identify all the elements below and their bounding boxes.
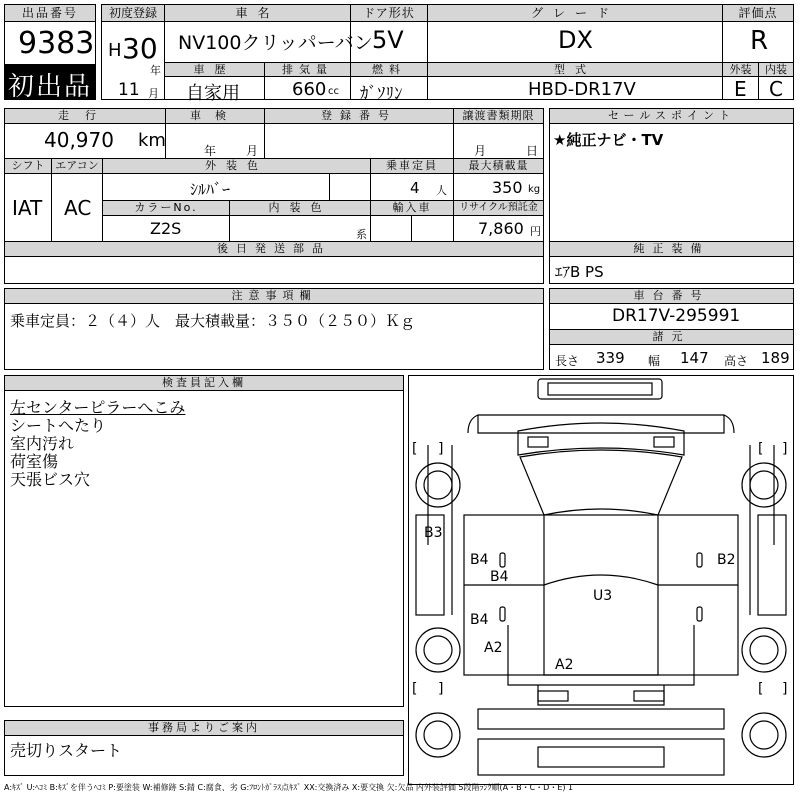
svg-text:]: ]	[782, 441, 788, 457]
doc-label: 譲渡書類期限	[453, 108, 544, 124]
intcolor-label: 内装色	[229, 200, 371, 216]
inspector-line-1: 左センターピラーへこみ	[10, 398, 186, 417]
later-parts-cell	[4, 256, 544, 284]
sales-text: ★純正ナビ・TV	[553, 131, 664, 149]
fuel-label: 燃料	[350, 62, 428, 77]
grade-label: グレード	[427, 4, 723, 22]
inspector-line-3: 室内汚れ	[10, 434, 75, 453]
damage-mark-b4-b: B4	[490, 569, 509, 585]
car-name: NV100クリッパーバン	[178, 32, 373, 54]
doc-day: 日	[526, 144, 539, 158]
genuine-label: 純正装備	[549, 241, 794, 257]
load-value: 350	[492, 178, 523, 197]
inspector-line-5: 天張ビス穴	[10, 470, 91, 489]
colorno-value: Z2S	[150, 219, 182, 238]
legend-footer: A:ｷｽﾞ U:ﾍｺﾐ B:ｷｽﾞを伴うﾍｺﾐ P:要塗装 W:補修跡 S:錆 C:腐食、劣 G:ﾌﾛﾝﾄｶﾞﾗｽ点ｷｽﾞ XX:交換済み X:要交換 欠:欠品 内外装評価 5段階ﾗﾝｸ順(A・B・C・D・E) 1	[4, 783, 574, 792]
inspection-year: 年	[204, 144, 217, 158]
disp-unit: cc	[328, 86, 339, 97]
name-label: 車名	[164, 4, 351, 22]
intcolor-unit: 系	[356, 228, 367, 241]
damage-mark-b4-a: B4	[470, 552, 489, 568]
model-label: 型式	[427, 62, 723, 77]
sales-label: セールスポイント	[549, 108, 794, 124]
import-cell	[370, 215, 412, 242]
score-value: R	[750, 26, 769, 56]
office-label: 事務局よりご案内	[4, 720, 404, 736]
inspection-month: 月	[246, 144, 259, 158]
shift-label: シフト	[4, 158, 52, 174]
capacity-label: 乗車定員	[370, 158, 454, 174]
mileage-label: 走行	[4, 108, 166, 124]
damage-mark-b3: B3	[424, 525, 443, 541]
model-value: HBD-DR17V	[528, 79, 636, 100]
width-label: 幅	[648, 354, 661, 368]
month-unit: 月	[148, 87, 159, 100]
recycle-value: 7,860	[478, 219, 524, 238]
svg-text:]: ]	[438, 681, 444, 697]
history-value: 自家用	[186, 83, 240, 104]
first-listing-text: 初出品	[8, 72, 93, 102]
int-label: 内装	[758, 62, 794, 77]
plate-cell	[264, 123, 454, 159]
era: H	[108, 40, 122, 61]
lot-label: 出品番号	[4, 4, 96, 22]
load-label: 最大積載量	[453, 158, 544, 174]
colorno-label: カラーNo.	[102, 200, 230, 216]
caution-text: 乗車定員：２（４）人 最大積載量：３５０（２５０）Ｋｇ	[10, 312, 416, 330]
office-text: 売切りスタート	[10, 741, 123, 760]
plate-label: 登録番号	[264, 108, 454, 124]
chassis-label: 車台番号	[549, 288, 794, 304]
caution-label: 注意事項欄	[4, 288, 544, 304]
mileage-unit: km	[138, 130, 166, 151]
inspector-label: 検査員記入欄	[4, 375, 404, 391]
inspector-line-4: 荷室傷	[10, 452, 59, 471]
svg-text:[: [	[758, 441, 764, 457]
fuel-value: ｶﾞｿﾘﾝ	[360, 84, 403, 104]
dims-label: 諸元	[549, 329, 794, 345]
lot-number: 9383	[18, 26, 95, 61]
ac-value: AC	[64, 196, 92, 220]
doc-month: 月	[474, 144, 487, 158]
damage-mark-a2-b: A2	[555, 657, 574, 673]
history-label: 車歴	[164, 62, 265, 77]
month-number: 11	[118, 80, 140, 100]
grade-value: DX	[558, 26, 593, 54]
height-label: 高さ	[724, 354, 749, 368]
int-value: C	[769, 77, 783, 101]
svg-text:[: [	[412, 681, 418, 697]
svg-text:]: ]	[782, 681, 788, 697]
svg-text:[: [	[758, 681, 764, 697]
recycle-label: リサイクル預託金	[453, 200, 544, 216]
height-value: 189	[761, 349, 790, 367]
color-value: ｼﾙﾊﾞｰ	[190, 180, 231, 199]
inspection-label: 車検	[165, 108, 265, 124]
ext-value: E	[734, 77, 747, 101]
import-cell-b	[411, 215, 454, 242]
disp-label: 排気量	[264, 62, 351, 77]
color-cell-extra	[329, 173, 371, 201]
genuine-text: ｴｱB PS	[555, 263, 604, 281]
recycle-unit: 円	[530, 225, 541, 238]
color-label: 外装色	[102, 158, 371, 174]
shift-value: IAT	[12, 196, 43, 220]
import-label: 輸入車	[370, 200, 454, 216]
inspector-line-2: シートへたり	[10, 416, 107, 435]
ac-label: エアコン	[51, 158, 103, 174]
capacity-unit: 人	[436, 184, 447, 197]
load-unit: kg	[528, 184, 541, 195]
reg-label: 初度登録	[101, 4, 165, 22]
disp-value: 660	[292, 79, 327, 100]
width-value: 147	[680, 349, 709, 367]
intcolor-cell	[229, 215, 371, 242]
length-label: 長さ	[555, 354, 580, 368]
damage-mark-u3: U3	[593, 588, 613, 604]
length-value: 339	[596, 349, 625, 367]
year-number: 30	[122, 32, 158, 65]
vehicle-diagram	[408, 375, 794, 785]
door-label: ドア形状	[350, 4, 428, 22]
capacity-value: 4	[410, 179, 420, 197]
chassis-number: DR17V-295991	[612, 306, 741, 326]
year-unit: 年	[150, 64, 161, 77]
damage-mark-b2: B2	[717, 552, 736, 568]
score-label: 評価点	[722, 4, 794, 22]
damage-mark-b4-c: B4	[470, 612, 489, 628]
mileage-value: 40,970	[44, 128, 114, 152]
svg-text:[: [	[412, 441, 418, 457]
door-value: 5V	[372, 26, 404, 54]
svg-text:]: ]	[438, 441, 444, 457]
damage-mark-a2-a: A2	[484, 640, 503, 656]
later-parts-label: 後日発送部品	[4, 241, 544, 257]
ext-label: 外装	[722, 62, 759, 77]
